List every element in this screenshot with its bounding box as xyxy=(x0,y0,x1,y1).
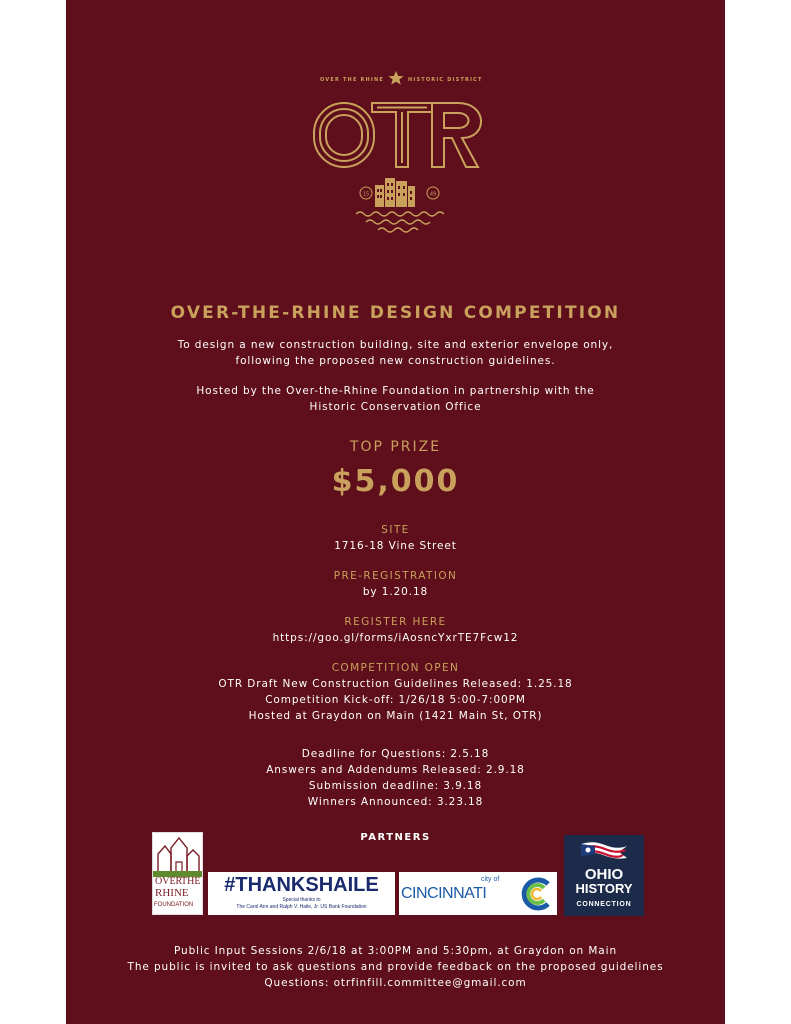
intro-line-1: To design a new construction building, site and exterior envelope only, xyxy=(177,339,614,351)
waves-icon xyxy=(356,212,444,232)
thankshaile-logo xyxy=(208,872,395,915)
hosted-line-2: Historic Conservation Office xyxy=(309,401,482,413)
thankshaile-tag: #THANKSHAILE xyxy=(224,874,379,896)
thankshaile-line-1: Special thanks to xyxy=(282,897,321,903)
ohio-history-word-2: HISTORY xyxy=(575,881,633,896)
otr-foundation-word-3: RHINE xyxy=(155,887,189,899)
deadline-line-1: Deadline for Questions: 2.5.18 xyxy=(301,748,490,760)
ohio-history-word-3: CONNECTION xyxy=(576,901,632,908)
star-icon xyxy=(389,71,404,85)
cincinnati-c-icon xyxy=(519,876,555,912)
competition-open-line-2: Competition Kick-off: 1/26/18 5:00-7:00PM xyxy=(265,694,526,706)
top-prize-amount: $5,000 xyxy=(331,464,460,499)
deadline-line-3: Submission deadline: 3.9.18 xyxy=(308,780,483,792)
otr-foundation-building-icon xyxy=(153,834,202,874)
footer-line-3[interactable]: Questions: otrfinfill.committee@gmail.com xyxy=(264,977,527,989)
ohio-history-word-1: OHIO xyxy=(584,866,624,883)
otr-foundation-logo xyxy=(152,832,203,915)
otr-foundation-word-4: FOUNDATION xyxy=(154,902,194,908)
intro-line-2: following the proposed new construction guidelines. xyxy=(235,355,556,367)
city-of-cincinnati-logo xyxy=(399,872,557,915)
logo-top-right-text: HISTORIC DISTRICT xyxy=(408,77,483,83)
footer-line-1: Public Input Sessions 2/6/18 at 3:00PM and 5:30pm, at Graydon on Main xyxy=(173,945,618,957)
top-prize-label: TOP PRIZE xyxy=(349,439,442,455)
competition-open-line-1: OTR Draft New Construction Guidelines Released: 1.25.18 xyxy=(218,678,573,690)
pre-registration-value: by 1.20.18 xyxy=(362,586,429,598)
competition-open-line-3: Hosted at Graydon on Main (1421 Main St, OTR) xyxy=(248,710,543,722)
otr-letters-icon xyxy=(314,103,481,167)
footer-line-2: The public is invited to ask questions and provide feedback on the proposed guidelines xyxy=(127,961,664,973)
logo-left-number: 15 xyxy=(362,191,370,198)
register-link[interactable]: https://goo.gl/forms/iAosncYxrTE7Fcw12 xyxy=(272,632,519,644)
buildings-icon xyxy=(375,178,415,207)
competition-open-label: COMPETITION OPEN xyxy=(331,662,460,674)
thankshaile-line-2: The Carol Ann and Ralph V. Haile, Jr. US Bank Foundation xyxy=(236,904,367,910)
logo-top-left-text: OVER THE RHINE xyxy=(319,77,384,83)
poster xyxy=(66,0,725,1024)
hosted-line-1: Hosted by the Over-the-Rhine Foundation in partnership with the xyxy=(196,385,595,397)
ohio-history-connection-logo xyxy=(564,835,644,916)
cincinnati-name: CINCINNATI xyxy=(401,885,487,902)
ohio-flag-icon xyxy=(579,840,629,864)
partners-label: PARTNERS xyxy=(360,832,431,843)
logo-right-number: 49 xyxy=(429,191,437,198)
pre-registration-label: PRE-REGISTRATION xyxy=(333,570,458,582)
site-label: SITE xyxy=(381,524,410,536)
competition-title: OVER-THE-RHINE DESIGN COMPETITION xyxy=(170,303,621,323)
otr-foundation-word-1: OVER xyxy=(155,876,183,887)
deadline-line-2: Answers and Addendums Released: 2.9.18 xyxy=(266,764,525,776)
deadline-line-4: Winners Announced: 3.23.18 xyxy=(307,796,484,808)
cincinnati-city-of: city of xyxy=(481,876,500,883)
register-label: REGISTER HERE xyxy=(344,616,447,628)
otr-foundation-word-2: THE xyxy=(181,876,201,887)
site-value: 1716-18 Vine Street xyxy=(334,540,457,552)
otr-logo xyxy=(66,0,725,250)
